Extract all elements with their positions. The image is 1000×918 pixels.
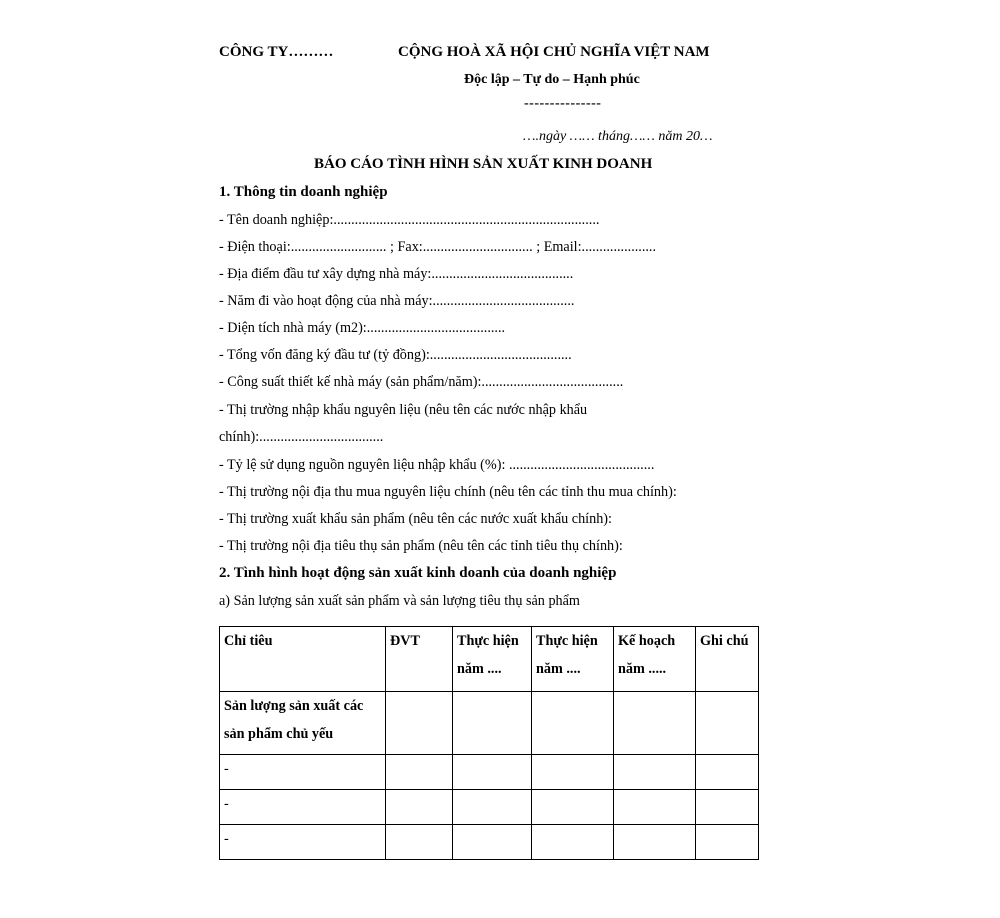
table-cell-main-products: Sản lượng sản xuất các sản phẩm chủ yếu [220, 692, 386, 755]
table-cell[interactable] [696, 790, 759, 825]
production-table [219, 626, 759, 860]
report-title: BÁO CÁO TÌNH HÌNH SẢN XUẤT KINH DOANH [314, 156, 653, 172]
header-cell-indicator: Chỉ tiêu [220, 627, 386, 692]
table-cell[interactable] [614, 825, 696, 860]
section-2-title: 2. Tình hình hoạt động sản xuất kinh doanh của doanh nghiệp [219, 565, 617, 581]
field-import-market: - Thị trường nhập khẩu nguyên liệu (nêu tên các nước nhập khẩu [219, 402, 588, 418]
subsection-a-title: a) Sản lượng sản xuất sản phẩm và sản lượng tiêu thụ sản phẩm [219, 593, 580, 609]
heading-divider: --------------- [524, 96, 602, 111]
table-row [220, 755, 759, 790]
table-cell[interactable] [614, 755, 696, 790]
table-cell[interactable] [453, 755, 532, 790]
field-registered-capital: - Tổng vốn đăng ký đầu tư (tỷ đồng):........................................ [219, 347, 572, 363]
table-row [220, 692, 759, 755]
table-cell-dash: - [220, 755, 386, 790]
date-line: ….ngày …… tháng…… năm 20… [523, 129, 713, 144]
header-cell-unit: ĐVT [386, 627, 453, 692]
table-header-row [220, 627, 759, 692]
field-import-ratio: - Tỷ lệ sử dụng nguồn nguyên liệu nhập khẩu (%): ......................................... [219, 457, 655, 473]
header-cell-plan: Kế hoạch năm ..... [614, 627, 696, 692]
field-factory-location: - Địa điểm đầu tư xây dựng nhà máy:........................................ [219, 266, 574, 282]
table-cell[interactable] [532, 825, 614, 860]
table-cell[interactable] [532, 755, 614, 790]
country-heading: CỘNG HOÀ XÃ HỘI CHỦ NGHĨA VIỆT NAM [398, 44, 710, 60]
header-cell-actual-2: Thực hiện năm .... [532, 627, 614, 692]
field-export-market: - Thị trường xuất khẩu sản phẩm (nêu tên các nước xuất khẩu chính): [219, 511, 612, 527]
field-domestic-market: - Thị trường nội địa tiêu thụ sản phẩm (nêu tên các tỉnh tiêu thụ chính): [219, 538, 623, 554]
table-cell[interactable] [696, 825, 759, 860]
table-cell[interactable] [386, 790, 453, 825]
field-domestic-sourcing: - Thị trường nội địa thu mua nguyên liệu chính (nêu tên các tỉnh thu mua chính): [219, 484, 677, 500]
table-cell[interactable] [453, 825, 532, 860]
table-cell[interactable] [614, 790, 696, 825]
table-cell[interactable] [386, 692, 453, 755]
table-cell[interactable] [532, 692, 614, 755]
field-design-capacity: - Công suất thiết kế nhà máy (sản phẩm/năm):........................................ [219, 374, 624, 390]
table-cell[interactable] [532, 790, 614, 825]
field-factory-area: - Diện tích nhà máy (m2):....................................... [219, 320, 506, 336]
table-cell[interactable] [696, 755, 759, 790]
section-1-title: 1. Thông tin doanh nghiệp [219, 184, 388, 200]
table-cell[interactable] [386, 755, 453, 790]
header-cell-actual-1: Thực hiện năm .... [453, 627, 532, 692]
field-company-name: - Tên doanh nghiệp:........................................................................... [219, 212, 600, 228]
table-cell-dash: - [220, 825, 386, 860]
table-row [220, 790, 759, 825]
table-cell[interactable] [453, 790, 532, 825]
table-cell[interactable] [696, 692, 759, 755]
table-cell-dash: - [220, 790, 386, 825]
table-cell[interactable] [614, 692, 696, 755]
company-name: CÔNG TY……… [219, 44, 334, 60]
field-start-year: - Năm đi vào hoạt động của nhà máy:........................................ [219, 293, 575, 309]
field-contact: - Điện thoại:........................... ; Fax:............................... ; Email:..................... [219, 239, 657, 255]
field-import-market-cont: chính):................................... [219, 429, 384, 445]
table-cell[interactable] [386, 825, 453, 860]
table-row [220, 825, 759, 860]
header-cell-notes: Ghi chú [696, 627, 759, 692]
table-cell[interactable] [453, 692, 532, 755]
national-motto: Độc lập – Tự do – Hạnh phúc [464, 72, 640, 87]
